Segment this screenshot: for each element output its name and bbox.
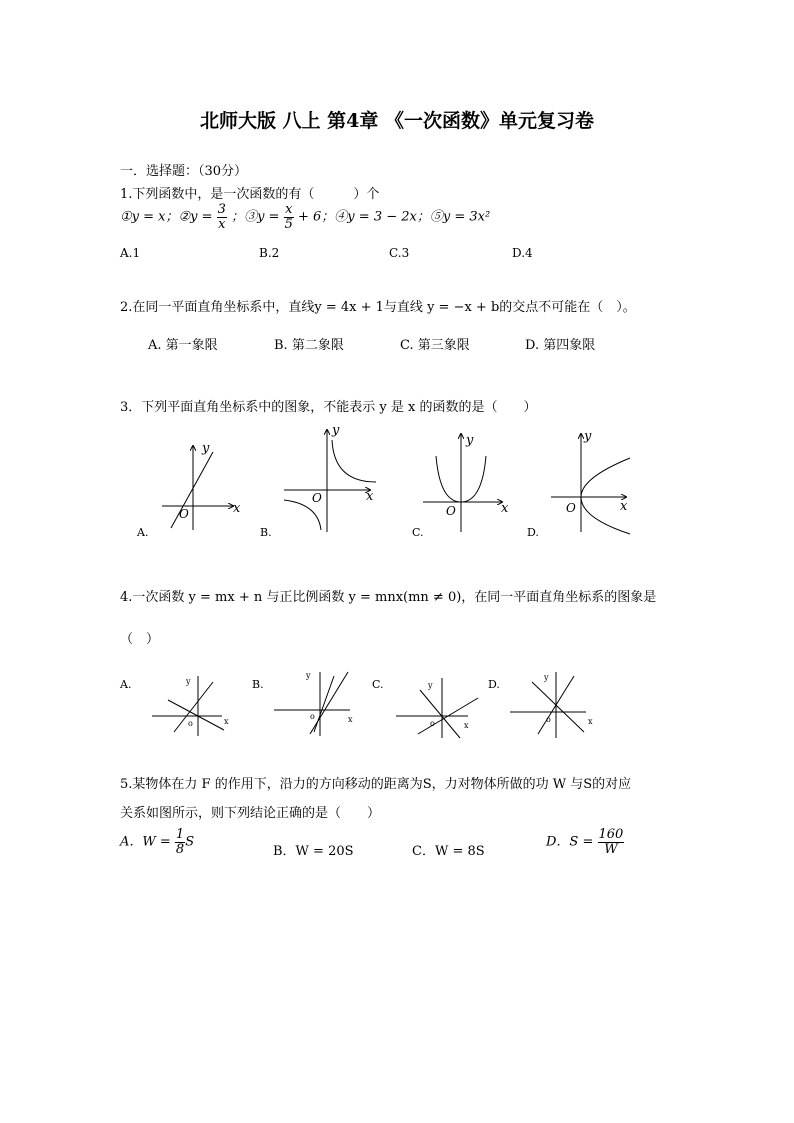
- q3-label-a: A.: [137, 526, 149, 539]
- q4-graph-a: [119, 676, 229, 736]
- q1-f3: ；③y =: [231, 209, 280, 225]
- q3-c-origin: O: [446, 504, 456, 518]
- q1-frac-1-num: 3: [217, 202, 226, 217]
- q3-graph-c: [412, 433, 509, 539]
- q3-a-x-label: x: [233, 501, 241, 516]
- q3-graph-a: [136, 441, 241, 539]
- q5-a-num: 1: [175, 827, 185, 842]
- q2-option-a: A. 第一象限: [148, 338, 218, 353]
- q3-a-y-label: y: [202, 441, 210, 456]
- q4-a-x-label: x: [224, 717, 229, 726]
- q4-b-x-label: x: [348, 715, 353, 724]
- q3-graph-b: [260, 423, 376, 539]
- q4-d-origin: o: [546, 715, 551, 724]
- q3-a-origin: O: [179, 507, 189, 521]
- q3-label-d: D.: [527, 526, 539, 539]
- q4-b-y-label: y: [306, 671, 311, 680]
- q4-d-x-label: x: [588, 717, 593, 726]
- q5-d-den: W: [604, 841, 618, 857]
- q5-a-suffix: S: [185, 834, 195, 850]
- q3-b-y-label: y: [332, 423, 340, 438]
- q2-option-d: D. 第四象限: [525, 338, 596, 353]
- q5-a-frac: [175, 828, 185, 856]
- q3-b-branch-1: [332, 440, 376, 482]
- q1-f4: + 6；④y = 3 − 2x；⑤y = 3x²: [298, 209, 491, 225]
- q4-c-y-label: y: [428, 681, 433, 690]
- q2-option-b: B. 第二象限: [274, 338, 344, 353]
- q3-d-x-label: x: [620, 499, 628, 514]
- q4-graph-d: [488, 672, 593, 738]
- q3-c-y-label: y: [466, 433, 474, 448]
- q4-stem-paren: （ ）: [120, 632, 160, 647]
- q4-c-origin: o: [430, 719, 435, 728]
- q5-a-den: 8: [175, 841, 185, 857]
- q3-b-x-label: x: [366, 489, 374, 504]
- q1-option-b: B.2: [259, 246, 280, 260]
- q2-stem: 2.在同一平面直角坐标系中，直线y = 4x + 1与直线 y = −x + b的交点不可能在（ ）。: [120, 300, 636, 315]
- q1-frac-2-den: 5: [284, 216, 293, 232]
- q5-d-prefix: D．S =: [546, 834, 594, 850]
- q4-c-line-2: [420, 690, 460, 738]
- q4-a-y-label: y: [186, 677, 191, 686]
- q2-option-c: C. 第三象限: [400, 338, 470, 353]
- q3-label-c: C.: [412, 526, 424, 539]
- q4-graph-b: [252, 671, 353, 736]
- q5-option-c: C．W = 8S: [412, 844, 485, 859]
- q4-label-c: C.: [372, 678, 384, 691]
- q1-option-c: C.3: [389, 246, 410, 260]
- q5-stem-line-1: 5.某物体在力 F 的作用下，沿力的方向移动的距离为S，力对物体所做的功 W 与S的对应: [120, 777, 632, 792]
- q3-d-y-label: y: [584, 429, 592, 444]
- q1-frac-2-num: x: [285, 202, 293, 217]
- q1-frac-1: [217, 203, 227, 231]
- q1-stem: 1.下列函数中，是一次函数的有（ ）个: [120, 187, 380, 202]
- q4-a-origin: o: [188, 719, 193, 728]
- q1-frac-1-den: x: [218, 216, 226, 232]
- q5-option-b: B．W = 20S: [273, 844, 354, 859]
- q1-f1: ①y = x；②y =: [120, 209, 213, 225]
- q4-label-d: D.: [488, 678, 500, 691]
- q4-stem: 4.一次函数 y = mx + n 与正比例函数 y = mnx(mn ≠ 0)，在同一平面直角坐标系的图象是: [120, 590, 657, 605]
- q4-graph-c: [372, 678, 478, 738]
- q4-c-x-label: x: [464, 721, 469, 730]
- q4-graphs: [118, 668, 608, 742]
- q3-graphs: [118, 420, 648, 544]
- q1-option-d: D.4: [512, 246, 533, 260]
- q4-label-b: B.: [252, 678, 264, 691]
- q3-label-b: B.: [260, 526, 272, 539]
- q4-d-y-label: y: [544, 673, 549, 682]
- q4-a-line-2: [174, 682, 213, 732]
- q5-d-num: 160: [598, 827, 624, 842]
- section-heading: 一．选择题：（30分）: [120, 164, 248, 179]
- q5-d-frac: [598, 828, 625, 856]
- q5-a-prefix: A．W =: [120, 834, 171, 850]
- q4-label-a: A.: [120, 678, 132, 691]
- q3-graph-d: [527, 429, 630, 539]
- q1-option-a: A.1: [120, 246, 141, 260]
- q3-c-x-label: x: [501, 501, 509, 516]
- q3-b-origin: O: [312, 491, 322, 505]
- q4-b-line-2: [314, 676, 334, 732]
- q4-d-line-1: [532, 682, 584, 732]
- q1-formulas: [120, 203, 490, 231]
- q1-frac-2: [284, 203, 294, 231]
- q5-option-d: [546, 828, 624, 856]
- q3-d-curve: [581, 458, 630, 534]
- q3-d-origin: O: [566, 501, 576, 515]
- page-title: 北师大版 八上 第4章 《一次函数》单元复习卷: [199, 110, 595, 132]
- q3-a-line: [171, 452, 213, 528]
- q3-stem: 3．下列平面直角坐标系中的图象，不能表示 y 是 x 的函数的是（ ）: [120, 400, 537, 415]
- q4-b-origin: o: [310, 712, 315, 721]
- q5-option-a: [120, 828, 194, 856]
- q5-stem-line-2: 关系如图所示，则下列结论正确的是（ ）: [120, 806, 381, 821]
- q4-b-line-1: [310, 672, 348, 734]
